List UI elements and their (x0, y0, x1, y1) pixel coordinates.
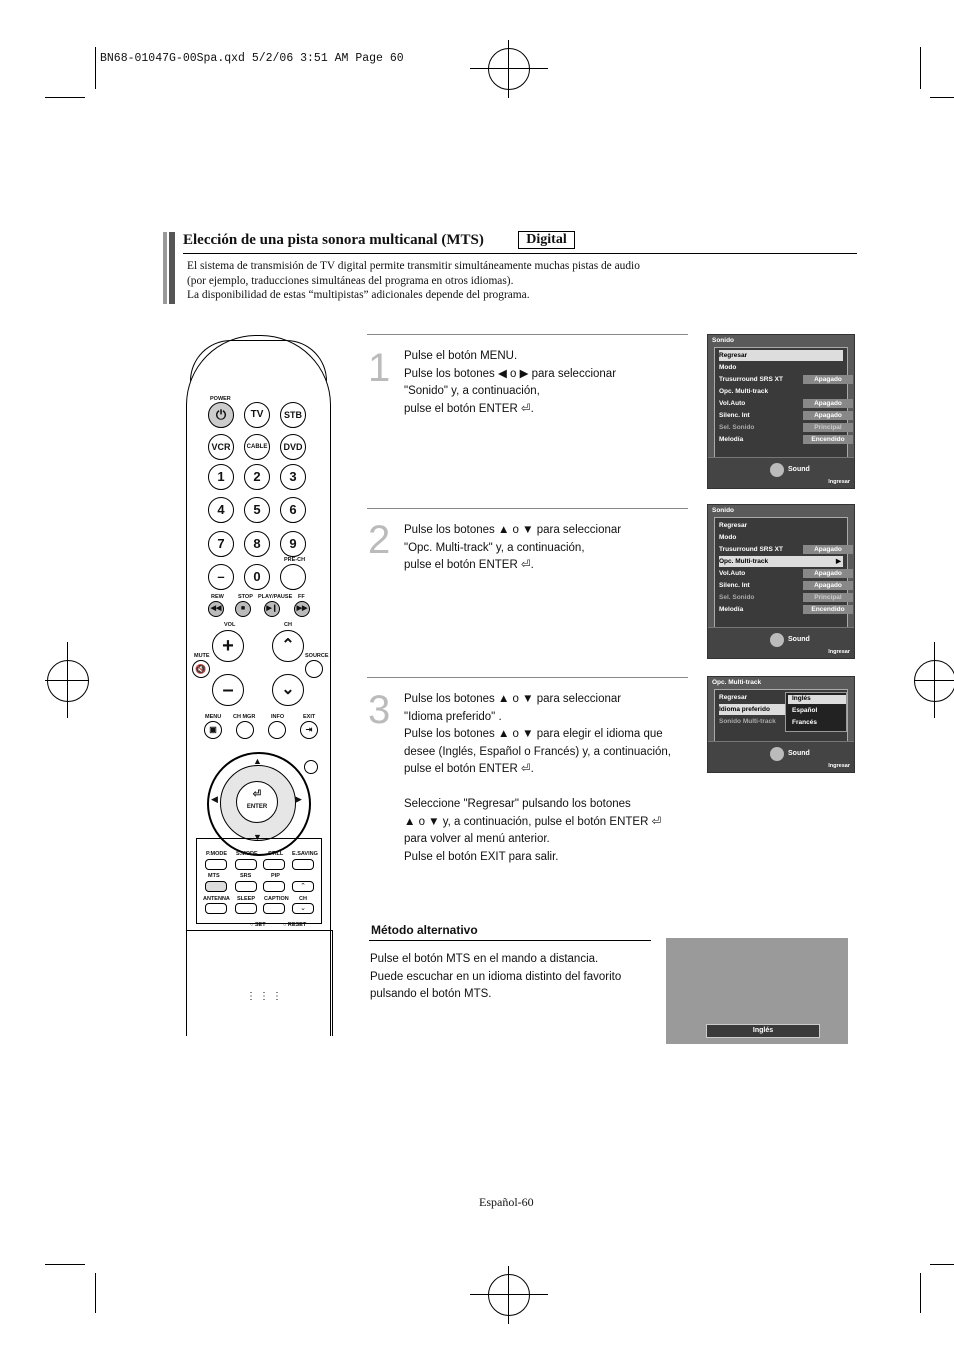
stop-button[interactable]: ■ (235, 601, 251, 617)
step-number: 2 (368, 518, 391, 562)
remote-top-curve (190, 340, 327, 381)
stb-button[interactable]: STB (280, 402, 306, 428)
tv-button[interactable]: TV (244, 402, 270, 428)
play-pause-button[interactable]: ▶❙ (264, 601, 280, 617)
step-number: 3 (368, 688, 391, 732)
step-2-text: Pulse los botones ▲ o ▼ para seleccionar "Opc. Multi-track" y, a continuación, pulse el botón ENTER ⏎. (404, 524, 622, 571)
dvd-button[interactable]: DVD (280, 434, 306, 460)
set-label: ○ SET (250, 922, 266, 928)
header-rule (183, 253, 857, 254)
registration-mark (934, 642, 935, 718)
crop-mark (920, 1273, 921, 1313)
rew-button[interactable]: ◀◀ (208, 601, 224, 617)
mts-label: MTS (208, 873, 220, 879)
sleep-label: SLEEP (237, 896, 256, 902)
pip-button[interactable] (263, 881, 285, 892)
pip-label: PIP (271, 873, 280, 879)
chmgr-label: CH MGR (233, 714, 256, 720)
ff-label: FF (298, 594, 305, 600)
info-label: INFO (271, 714, 285, 720)
chmgr-button[interactable] (236, 721, 254, 739)
enter-button[interactable] (236, 781, 278, 823)
step-1-text: Pulse el botón MENU. Pulse los botones ◀ o ▶ para seleccionar "Sonido" y, a continuación, pulse el botón ENTER ⏎. (404, 350, 617, 415)
digit-0-button[interactable]: 0 (244, 564, 270, 590)
rew-label: REW (211, 594, 224, 600)
power-button[interactable]: ⏻ (208, 402, 234, 428)
stop-label: STOP (238, 594, 253, 600)
smode-label: S.MODE (236, 851, 258, 857)
antenna-button[interactable] (205, 903, 227, 914)
digit-5-button[interactable]: 5 (244, 497, 270, 523)
registration-mark (488, 48, 530, 90)
nav-right-icon[interactable]: ▶ (295, 794, 302, 804)
registration-mark (508, 40, 509, 98)
alt-rule (369, 940, 651, 941)
section-title: Elección de una pista sonora multicanal (MTS) (183, 232, 484, 248)
dash-button[interactable]: – (208, 564, 234, 590)
digit-1-button[interactable]: 1 (208, 464, 234, 490)
vol-label: VOL (224, 622, 236, 628)
nav-up-icon[interactable]: ▲ (253, 756, 262, 766)
sleep-button[interactable] (235, 903, 257, 914)
osd-multitrack: Opc. Multi-track Regresar Idioma preferido Sonido Multi-track Inglés Español Francés Sound Ingresar (707, 676, 855, 773)
digit-2-button[interactable]: 2 (244, 464, 270, 490)
registration-mark (470, 1294, 548, 1295)
srs-label: SRS (240, 873, 252, 879)
crop-mark (45, 97, 85, 98)
speaker-icon (770, 463, 784, 477)
esaving-label: E.SAVING (292, 851, 318, 857)
exit-button[interactable]: ⇥ (300, 721, 318, 739)
crop-mark (95, 47, 96, 89)
remote-dots: ⋮⋮⋮ (246, 991, 285, 1002)
info-button[interactable] (268, 721, 286, 739)
prech-button[interactable] (280, 564, 306, 590)
intro-text: El sistema de transmisión de TV digital permite transmitir simultáneamente muchas pistas de audio (por ejemplo, traducciones simultáneas del programa en otros idiomas). La disponibilidad de estas “multipistas” adicionales depende del programa. (187, 260, 640, 301)
menu-label: MENU (205, 714, 222, 720)
crop-mark (930, 97, 954, 98)
step-3-text: Pulse los botones ▲ o ▼ para seleccionar "Idioma preferido" . Pulse los botones ▲ o ▼ para elegir el idioma que desee (Inglés, Español o Francés) y, a continuación, pulse el botón ENTER ⏎. Seleccione "Regresar" pulsando los botones ▲ o ▼ y, a continuación, pulse el botón ENTER ⏎ para volver al menú anterior. Pulse el botón EXIT para salir. (404, 693, 671, 863)
registration-mark (488, 1274, 530, 1316)
language-options: Inglés Español Francés (785, 692, 847, 732)
crop-mark (930, 1264, 954, 1265)
prech-label: PRE-CH (284, 557, 306, 563)
digit-7-button[interactable]: 7 (208, 531, 234, 557)
digit-8-button[interactable]: 8 (244, 531, 270, 557)
playpause-label: PLAY/PAUSE (258, 594, 293, 600)
step-divider (367, 508, 688, 509)
srs-button[interactable] (235, 881, 257, 892)
language-banner: Inglés (706, 1024, 820, 1038)
ch-down-button[interactable]: ⌄ (272, 674, 304, 706)
registration-mark (470, 68, 548, 69)
esaving-button[interactable] (292, 859, 314, 870)
page-number: Español-60 (479, 1195, 534, 1209)
digit-9-button[interactable]: 9 (280, 531, 306, 557)
osd-sonido-2: Sonido Regresar Modo Trusurround SRS XT Apagado Opc. Multi-track ▶ Vol.Auto Apagado Silenc. Int Apagado Sel. Sonido Principal Melodía Encendido Sound Ingresar (707, 504, 855, 659)
antenna-label: ANTENNA (203, 896, 230, 902)
caption-label: CAPTION (264, 896, 289, 902)
digit-3-button[interactable]: 3 (280, 464, 306, 490)
file-slug: BN68-01047G-00Spa.qxd 5/2/06 3:51 AM Page 60 (100, 52, 404, 65)
ch-small-label: CH (299, 896, 307, 902)
mute-label: MUTE (194, 653, 210, 659)
tv-screen (666, 938, 848, 1044)
digital-badge: Digital (518, 231, 575, 249)
registration-mark (47, 660, 89, 702)
still-button[interactable] (263, 859, 285, 870)
crop-mark (95, 1273, 96, 1313)
section-bar (169, 232, 175, 304)
digit-6-button[interactable]: 6 (280, 497, 306, 523)
enter-label: ENTER (246, 804, 268, 810)
ch-up-button[interactable]: ⌃ (272, 630, 304, 662)
registration-mark (67, 642, 68, 718)
pmode-button[interactable] (205, 859, 227, 870)
source-label: SOURCE (305, 653, 329, 659)
registration-mark (508, 1266, 509, 1324)
ch-up-small-button[interactable]: ⌃ (292, 881, 314, 892)
cable-button[interactable]: CABLE (244, 434, 270, 460)
speaker-icon (770, 747, 784, 761)
vol-down-button[interactable]: – (212, 674, 244, 706)
ch-label: CH (284, 622, 292, 628)
alt-text: Pulse el botón MTS en el mando a distancia. Puede escuchar en un idioma distinto del favorito pulsando el botón MTS. (370, 953, 622, 1000)
still-label: STILL (268, 851, 284, 857)
vol-up-button[interactable]: + (212, 630, 244, 662)
step-number: 1 (368, 346, 391, 390)
nav-left-icon[interactable]: ◀ (211, 794, 218, 804)
menu-button[interactable]: ▣ (204, 721, 222, 739)
power-label: POWER (210, 396, 231, 402)
exit-label: EXIT (303, 714, 316, 720)
enter-icon: ⏎ (252, 789, 262, 800)
vcr-button[interactable]: VCR (208, 434, 234, 460)
nav-down-icon[interactable]: ▼ (253, 832, 262, 842)
ch-down-small-button[interactable]: ⌄ (292, 903, 314, 914)
crop-mark (920, 47, 921, 89)
step-divider (367, 677, 688, 678)
light-button[interactable] (304, 760, 318, 774)
digit-4-button[interactable]: 4 (208, 497, 234, 523)
alt-heading: Método alternativo (371, 923, 478, 937)
mts-button[interactable] (205, 881, 227, 892)
smode-button[interactable] (235, 859, 257, 870)
reset-label: ○ RESET (283, 922, 307, 928)
remote-bottom (186, 930, 333, 1036)
caption-button[interactable] (263, 903, 285, 914)
speaker-icon (770, 633, 784, 647)
crop-mark (45, 1264, 85, 1265)
step-divider (367, 334, 688, 335)
source-button[interactable] (305, 660, 323, 678)
section-bar (163, 232, 167, 304)
osd-sonido-1: Sonido Regresar Modo Trusurround SRS XT Apagado Opc. Multi-track Vol.Auto Apagado Silenc. Int Apagado Sel. Sonido Principal Melodía Encendido Sound Ingresar (707, 334, 855, 489)
mute-button[interactable]: 🔇 (192, 660, 210, 678)
ff-button[interactable]: ▶▶ (294, 601, 310, 617)
pmode-label: P.MODE (206, 851, 227, 857)
